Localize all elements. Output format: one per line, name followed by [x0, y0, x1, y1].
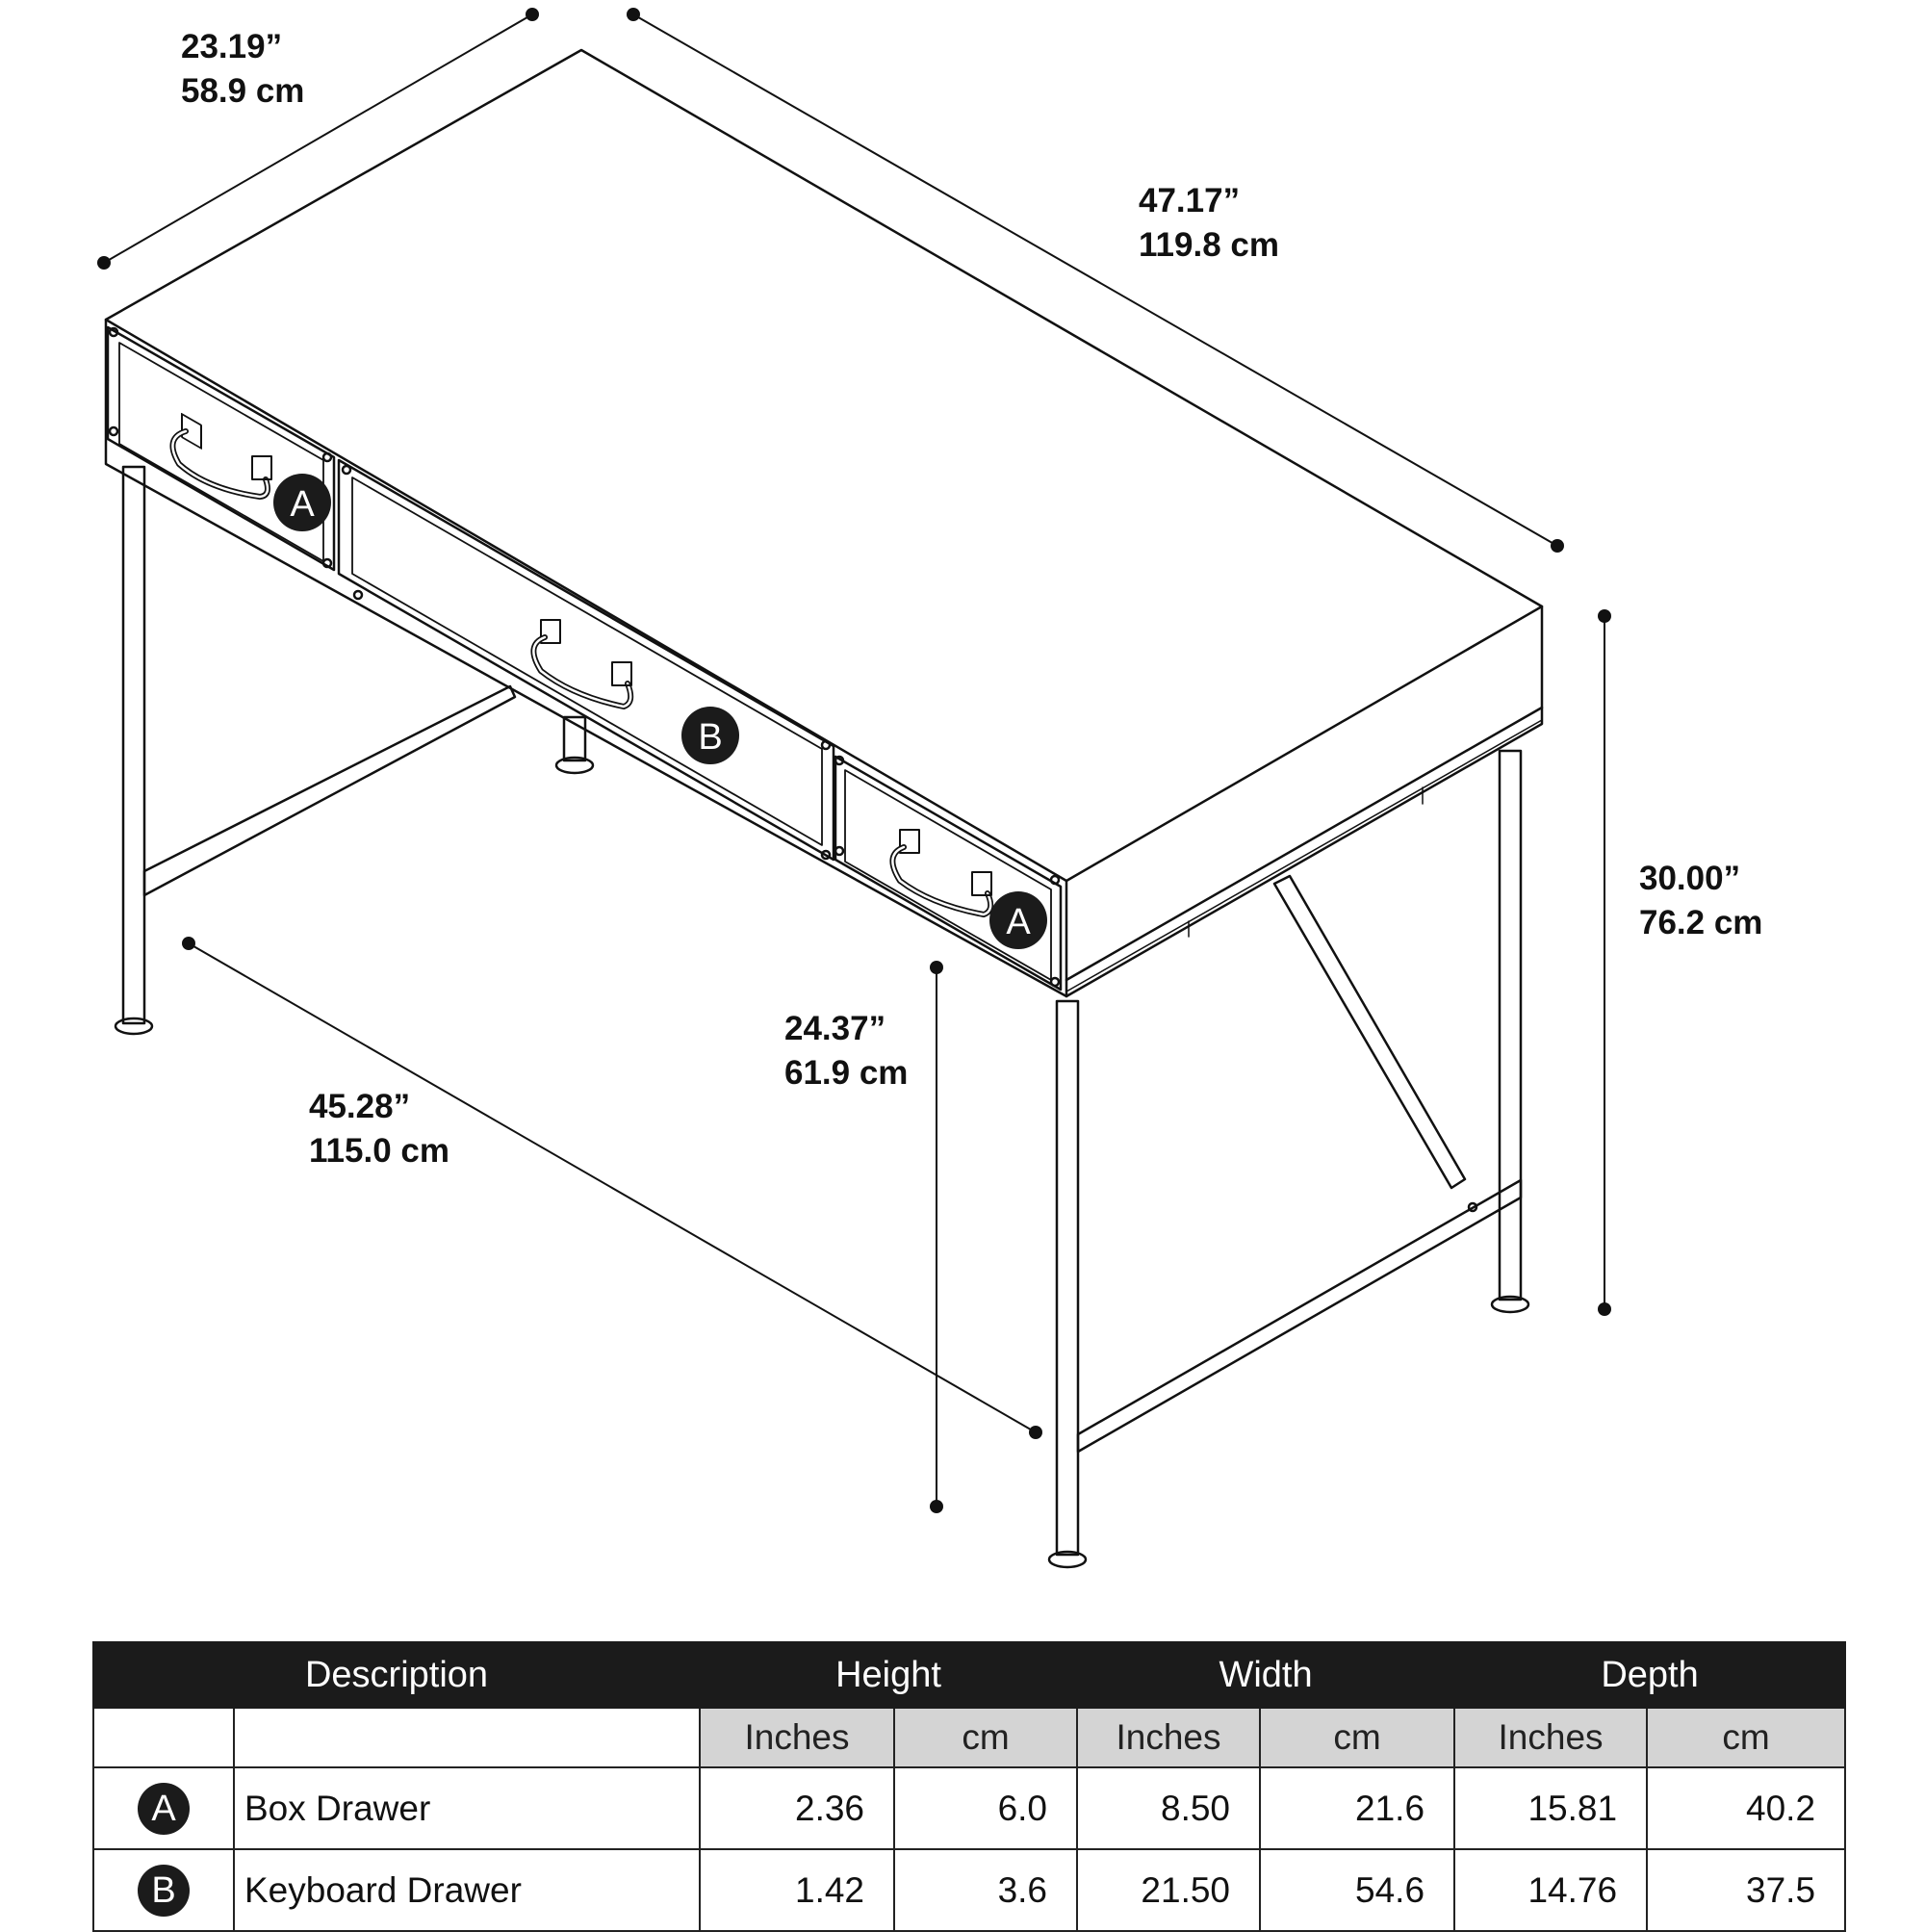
unit-depth-cm: cm	[1647, 1708, 1845, 1767]
leg-span-cm: 115.0 cm	[309, 1132, 449, 1170]
callout-a-left	[273, 474, 331, 531]
row-badge-a: A	[138, 1783, 190, 1835]
unit-height-inches: Inches	[700, 1708, 894, 1767]
unit-width-cm: cm	[1260, 1708, 1454, 1767]
row-height-cm: 3.6	[894, 1849, 1077, 1931]
depth-inches: 23.19”	[181, 28, 283, 65]
row-description: Box Drawer	[234, 1767, 700, 1849]
svg-text:B: B	[698, 717, 723, 758]
row-height-inches: 2.36	[700, 1767, 894, 1849]
table-row	[93, 1767, 1845, 1849]
depth-dimension-label	[181, 25, 304, 114]
box-drawer-right	[835, 757, 1061, 990]
row-depth-inches: 14.76	[1454, 1849, 1647, 1931]
row-height-inches: 1.42	[700, 1849, 894, 1931]
table-header-row	[93, 1642, 1845, 1708]
dimension-lines	[104, 14, 1604, 1507]
desk-top-surface	[106, 50, 1542, 881]
units-blank-badge	[93, 1708, 234, 1767]
row-width-cm: 21.6	[1260, 1767, 1454, 1849]
keyboard-drawer	[339, 460, 834, 860]
knee-height-dimension-label	[784, 1007, 908, 1095]
row-width-inches: 21.50	[1077, 1849, 1260, 1931]
apron-lower-line	[1066, 708, 1542, 980]
unit-width-inches: Inches	[1077, 1708, 1260, 1767]
width-dimension-label	[1139, 179, 1279, 268]
unit-height-cm: cm	[894, 1708, 1077, 1767]
height-cm: 76.2 cm	[1639, 904, 1763, 941]
header-height: Height	[700, 1642, 1077, 1708]
dimension-endpoints	[97, 8, 1611, 1513]
row-width-cm: 54.6	[1260, 1849, 1454, 1931]
row-height-cm: 6.0	[894, 1767, 1077, 1849]
header-description: Description	[93, 1642, 700, 1708]
table-row	[93, 1849, 1845, 1931]
header-depth: Depth	[1454, 1642, 1845, 1708]
callout-a-right	[989, 891, 1047, 949]
drawer-dimensions-table	[92, 1641, 1846, 1932]
row-depth-cm: 40.2	[1647, 1767, 1845, 1849]
depth-cm: 58.9 cm	[181, 72, 305, 110]
svg-text:A: A	[1006, 902, 1031, 942]
table-units-row	[93, 1708, 1845, 1767]
height-dimension-label	[1639, 857, 1762, 945]
leg-span-inches: 45.28”	[309, 1088, 411, 1125]
callout-b	[681, 707, 739, 764]
row-description: Keyboard Drawer	[234, 1849, 700, 1931]
leg-span-dimension-label	[309, 1085, 449, 1173]
svg-text:A: A	[290, 484, 315, 525]
height-inches: 30.00”	[1639, 860, 1741, 897]
row-depth-inches: 15.81	[1454, 1767, 1647, 1849]
unit-depth-inches: Inches	[1454, 1708, 1647, 1767]
units-blank-description	[234, 1708, 700, 1767]
row-depth-cm: 37.5	[1647, 1849, 1845, 1931]
knee-height-cm: 61.9 cm	[784, 1054, 909, 1092]
knee-height-inches: 24.37”	[784, 1010, 886, 1047]
header-width: Width	[1077, 1642, 1454, 1708]
row-width-inches: 8.50	[1077, 1767, 1260, 1849]
row-badge-b: B	[138, 1865, 190, 1917]
width-cm: 119.8 cm	[1139, 226, 1279, 264]
top-thickness-line	[1066, 720, 1542, 992]
width-inches: 47.17”	[1139, 182, 1241, 219]
box-drawer-left	[108, 327, 334, 570]
